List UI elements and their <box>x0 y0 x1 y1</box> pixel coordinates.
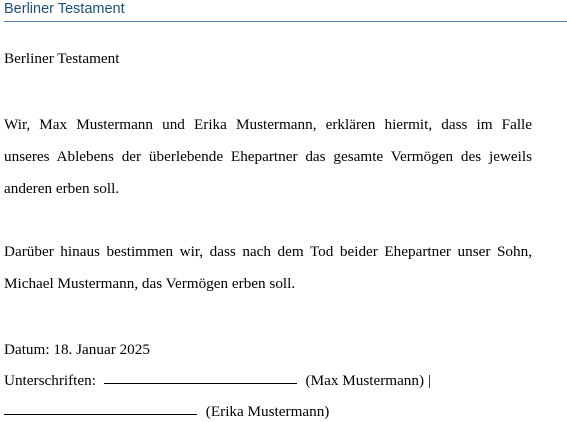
signer-erika-name: (Erika Mustermann) <box>205 403 330 420</box>
header-title: Berliner Testament <box>4 1 125 17</box>
signature-field-max[interactable] <box>104 382 297 384</box>
signature-line-1 <box>4 372 431 390</box>
signer-max-name: (Max Mustermann) | <box>305 372 431 389</box>
paragraph-2-line-1 <box>4 243 532 261</box>
paragraph-1-line-1 <box>4 116 532 134</box>
paragraph-1-line-2 <box>4 148 532 166</box>
paragraph-1-line-2-text: unseres Ablebens der überlebende Ehepartner das gesamte Vermögen des jeweils <box>4 148 532 165</box>
paragraph-2-line-2: Michael Mustermann, das Vermögen erben soll. <box>4 275 296 292</box>
signature-field-erika[interactable] <box>4 413 197 415</box>
document-header <box>4 0 567 22</box>
paragraph-2-line-1-text: Darüber hinaus bestimmen wir, dass nach dem Tod beider Ehepartner unser Sohn, <box>4 243 532 260</box>
date-line: Datum: 18. Januar 2025 <box>4 341 150 358</box>
paragraph-1-line-1-text: Wir, Max Mustermann und Erika Mustermann, erklären hiermit, dass im Falle <box>4 116 532 133</box>
signatures-label: Unterschriften: <box>4 372 96 389</box>
paragraph-1-line-3: anderen erben soll. <box>4 180 120 197</box>
document-title: Berliner Testament <box>4 50 120 67</box>
signature-line-2 <box>4 403 329 421</box>
